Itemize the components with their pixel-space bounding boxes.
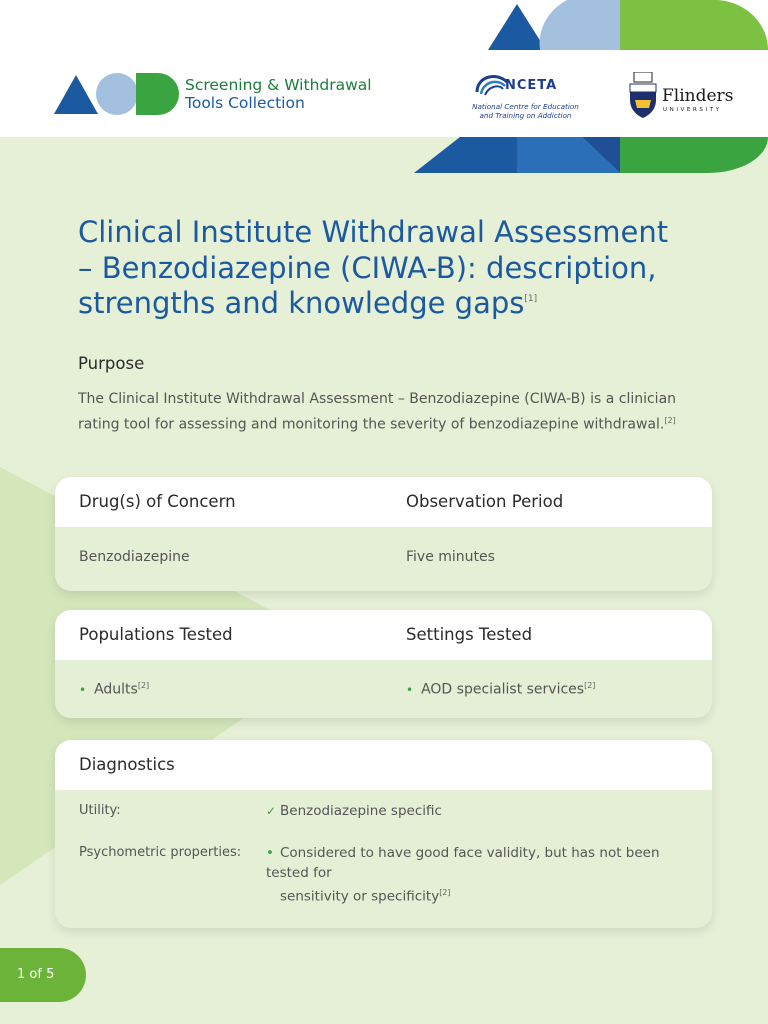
purpose-heading: Purpose [78,354,145,373]
flinders-crest-icon [627,72,659,120]
aod-logo-mark-icon [54,72,179,115]
title-reference: [1] [524,294,538,304]
aod-logo-text [185,76,372,112]
psychometric-reference: [2] [439,888,451,897]
flinders-subtitle: UNIVERSITY [663,107,722,113]
settings-tested-heading: Settings Tested [406,625,533,644]
purpose-reference: [2] [664,416,676,425]
purpose-body: The Clinical Institute Withdrawal Assessment – Benzodiazepine (CIWA-B) is a clinician rating tool for assessing and monitoring the severity of benzodiazepine withdrawal. [78,391,677,433]
purpose-text [78,389,718,436]
utility-value [266,801,696,821]
nceta-subtitle-line1: National Centre for Education [472,102,579,111]
bullet-icon: • [406,682,414,697]
card-drug-observation [55,477,712,591]
flinders-wordmark: Flinders [662,86,734,106]
card-header [55,610,712,660]
card-header [55,740,712,790]
page-title [78,215,728,322]
utility-label: Utility: [79,803,121,818]
populations-reference: [2] [137,681,150,690]
utility-text: Benzodiazepine specific [280,803,442,819]
card-diagnostics [55,740,712,928]
title-line2: – Benzodiazepine (CIWA-B): description, [78,250,657,285]
deco-arc-blue [540,0,620,50]
nceta-subtitle [463,102,588,120]
deco-triangle-top [488,4,546,50]
aod-logo-line2: Tools Collection [185,94,305,112]
checkmark-icon: ✓ [266,804,277,818]
settings-reference: [2] [584,681,596,690]
psychometric-text-line1: Considered to have good face validity, but has not been tested for [266,845,660,881]
nceta-subtitle-line2: and Training on Addiction [479,111,572,120]
deco-arc-green [620,0,768,50]
drugs-of-concern-heading: Drug(s) of Concern [79,492,236,511]
psychometric-line2 [266,883,696,907]
list-item [79,681,149,698]
populations-tested-heading: Populations Tested [79,625,233,644]
bullet-icon: • [79,682,87,697]
aod-logo [54,72,179,119]
card-header [55,477,712,527]
title-line3: strengths and knowledge gaps [78,286,525,320]
aod-logo-line1: Screening & Withdrawal [185,76,372,94]
card-populations-settings [55,610,712,718]
diagnostics-heading: Diagnostics [79,755,175,774]
list-item [406,681,595,698]
psychometric-value [266,843,696,907]
title-line1: Clinical Institute Withdrawal Assessment [78,215,669,249]
psychometric-label: Psychometric properties: [79,845,242,860]
observation-period-heading: Observation Period [406,492,564,511]
settings-item: AOD specialist services [421,681,585,698]
deco-bottom-green [620,137,768,173]
bullet-icon: • [266,845,274,861]
page-indicator: 1 of 5 [0,948,86,1002]
deco-bottom-blue-1 [414,137,517,173]
nceta-wordmark: NCETA [505,78,558,93]
observation-period-value: Five minutes [406,549,495,565]
drugs-of-concern-value: Benzodiazepine [79,549,190,565]
psychometric-text-line2: sensitivity or specificity [280,888,440,905]
populations-item: Adults [94,681,138,698]
